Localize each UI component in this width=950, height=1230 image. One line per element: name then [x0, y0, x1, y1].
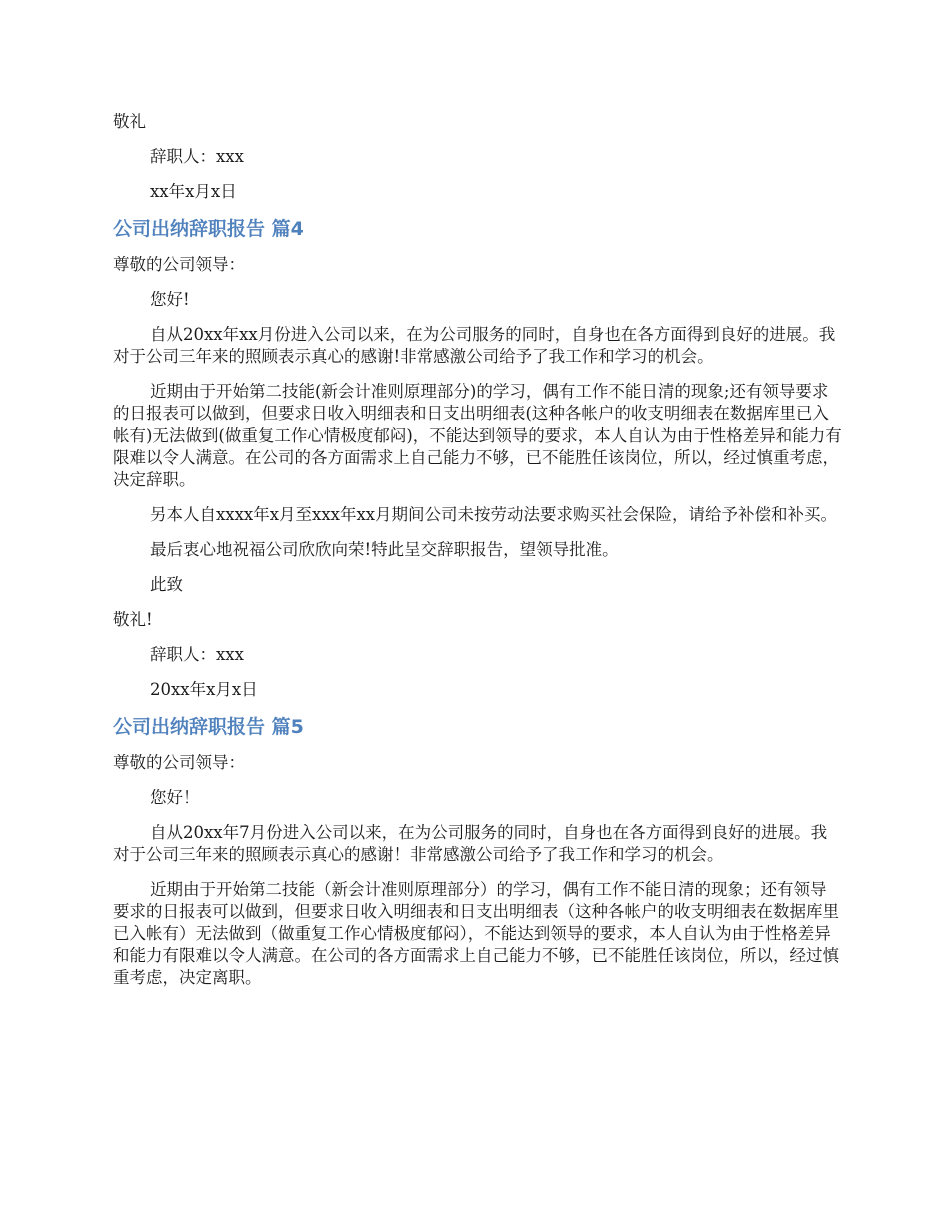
body-paragraph: 最后衷心地祝福公司欣欣向荣!特此呈交辞职报告，望领导批准。	[150, 540, 619, 559]
date-line: xx年x月x日	[150, 182, 237, 201]
date-line: 20xx年x月x日	[150, 680, 258, 699]
greeting-line: 尊敬的公司领导：	[113, 753, 245, 772]
hello-line: 您好!	[150, 290, 190, 309]
body-paragraph: 自从20xx年xx月份进入公司以来，在为公司服务的同时，自身也在各方面得到良好的进展。我对于公司三年来的照顾表示真心的感谢!非常感激公司给予了我工作和学习的机会。	[113, 325, 836, 366]
signer-line: 辞职人：xxx	[150, 645, 244, 664]
body-paragraph: 另本人自xxxx年x月至xxx年xx月期间公司未按劳动法要求购买社会保险，请给予补偿和补买。	[150, 505, 838, 524]
body-paragraph: 近期由于开始第二技能(新会计准则原理部分)的学习，偶有工作不能日清的现象;还有领导要求的日报表可以做到，但要求日收入明细表和日支出明细表(这种各帐户的收支明细表在数据库里已入帐有)无法做到(做重复工作心情极度郁闷)，不能达到领导的要求，本人自认为由于性格差异和能力有限难以令人满意。在公司的各方面需求上自己能力不够，已不能胜任该岗位，所以，经过慎重考虑，决定辞职。	[113, 382, 842, 489]
section-heading-5: 公司出纳辞职报告 篇5	[113, 716, 304, 738]
signer-line: 辞职人：xxx	[150, 147, 244, 166]
body-paragraph: 自从20xx年7月份进入公司以来，在为公司服务的同时，自身也在各方面得到良好的进展。我对于公司三年来的照顾表示真心的感谢！非常感激公司给予了我工作和学习的机会。	[113, 823, 828, 864]
greeting-line: 尊敬的公司领导：	[113, 255, 245, 274]
closing-line: 此致	[150, 575, 183, 594]
hello-line: 您好！	[150, 788, 200, 807]
section-heading-4: 公司出纳辞职报告 篇4	[113, 218, 304, 240]
salute-line: 敬礼	[113, 112, 146, 131]
body-paragraph: 近期由于开始第二技能（新会计准则原理部分）的学习，偶有工作不能日清的现象；还有领导要求的日报表可以做到，但要求日收入明细表和日支出明细表（这种各帐户的收支明细表在数据库里已入帐有）无法做到（做重复工作心情极度郁闷），不能达到领导的要求，本人自认为由于性格差异和能力有限难以令人满意。在公司的各方面需求上自己能力不够，已不能胜任该岗位，所以，经过慎重考虑，决定离职。	[113, 880, 839, 987]
salute-line: 敬礼!	[113, 610, 153, 629]
